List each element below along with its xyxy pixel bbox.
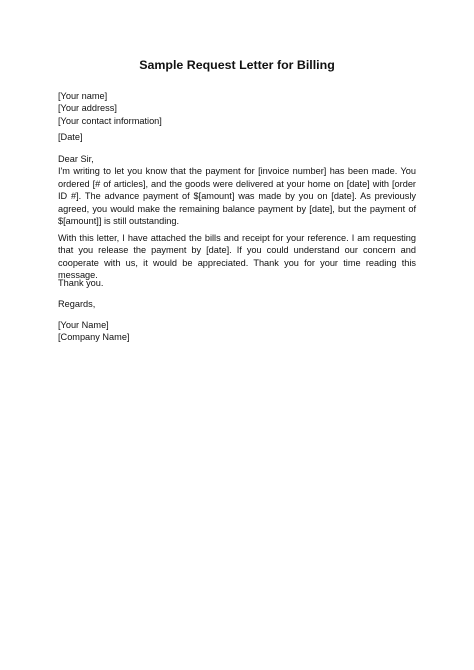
- date-block: [58, 131, 416, 143]
- sender-name: [Your name]: [58, 91, 108, 101]
- sender-contact: [Your contact information]: [58, 115, 162, 126]
- signature-company: [Company Name]: [58, 332, 130, 343]
- paragraph-2-block: [58, 232, 416, 282]
- document-title: Sample Request Letter for Billing: [139, 58, 335, 72]
- sender-block: [58, 90, 416, 127]
- signature-block: [58, 319, 416, 344]
- thanks-line: Thank you.: [58, 278, 104, 288]
- salutation-and-paragraph-1: [58, 153, 416, 227]
- thanks-block: [58, 277, 416, 289]
- sender-address: [Your address]: [58, 103, 117, 114]
- salutation: Dear Sir,: [58, 154, 94, 164]
- paragraph-2: With this letter, I have attached the bills and receipt for your reference. I am requesting that you release the payment by [date]. If you could understand our concern and cooperate with us, it would be appreciated. Thank you for your time reading this message.: [58, 233, 416, 281]
- closing-line: Regards,: [58, 299, 96, 309]
- closing-block: [58, 298, 416, 310]
- signature-name: [Your Name]: [58, 320, 109, 330]
- paragraph-1: I'm writing to let you know that the payment for [invoice number] has been made. You ordered [# of articles], and the goods were delivered at your home on [date] with [order ID #]. The advance payment of $[amount] was made by you on [date]. As previously agreed, you would make the remaining balance payment by [date], but the payment of $[amount]] is still outstanding.: [58, 166, 416, 227]
- letter-date: [Date]: [58, 132, 83, 142]
